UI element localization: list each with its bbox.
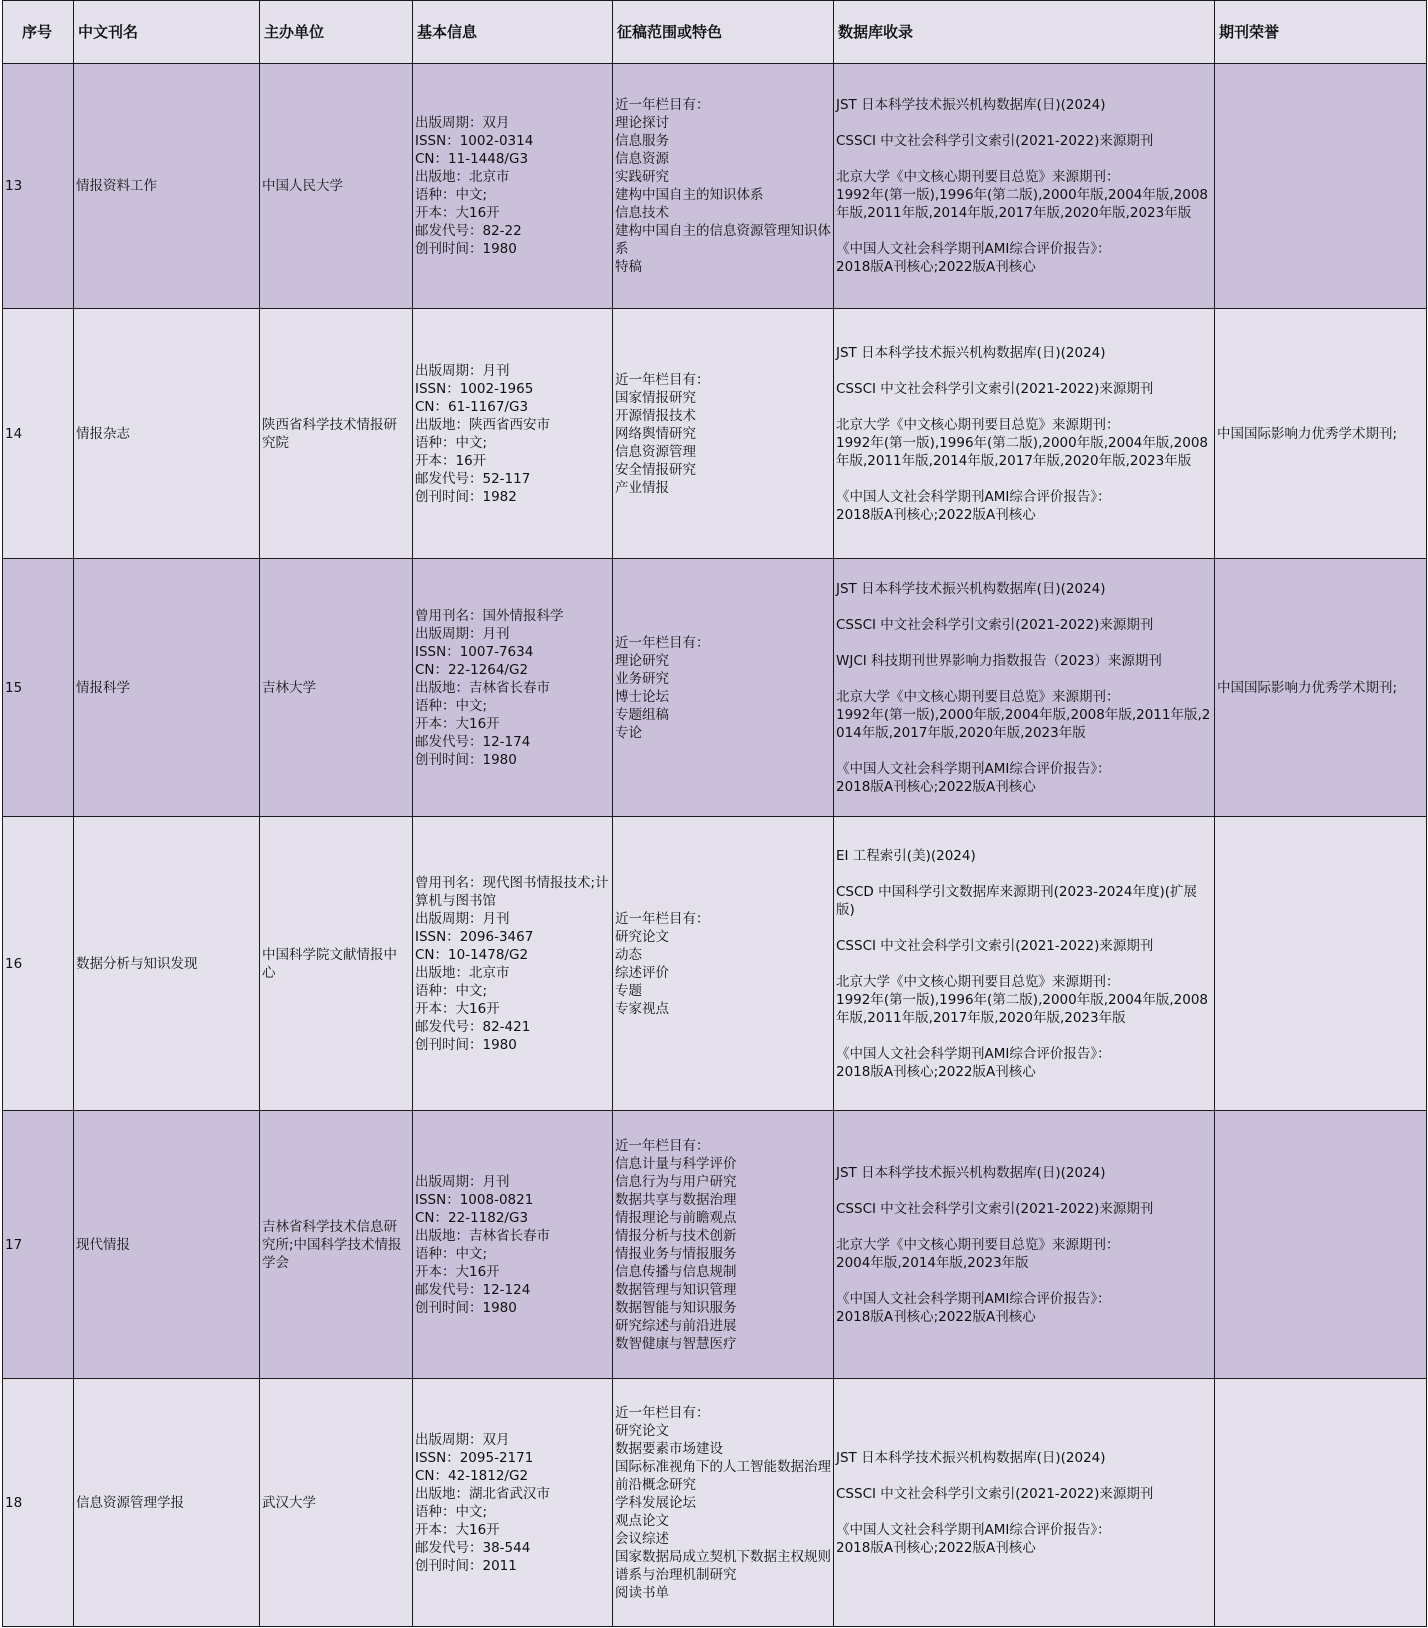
cell-name: 情报资料工作 [74, 64, 260, 309]
cell-sponsor: 吉林大学 [260, 559, 413, 817]
cell-basic-info: 出版周期：月刊 ISSN：1002-1965 CN：61-1167/G3 出版地：陕西省西安市 语种：中文; 开本：16开 邮发代号：52-117 创刊时间：1982 [413, 309, 613, 559]
cell-sponsor: 陕西省科学技术情报研究院 [260, 309, 413, 559]
cell-database: JST 日本科学技术振兴机构数据库(日)(2024) CSSCI 中文社会科学引文索引(2021-2022)来源期刊 北京大学《中文核心期刊要目总览》来源期刊： 2004年版,2014年版,2023年版 《中国人文社会科学期刊AMI综合评价报告》： 2018版A刊核心;2022版A刊核心 [834, 1111, 1215, 1379]
cell-database: JST 日本科学技术振兴机构数据库(日)(2024) CSSCI 中文社会科学引文索引(2021-2022)来源期刊 北京大学《中文核心期刊要目总览》来源期刊： 1992年(第一版),1996年(第二版),2000年版,2004年版,2008年版,2011年版,2014年版,2017年版,2020年版,2023年版 《中国人文社会科学期刊AMI综合评价报告》： 2018版A刊核心;2022版A刊核心 [834, 64, 1215, 309]
header-honor: 期刊荣誉 [1215, 1, 1427, 64]
cell-name: 情报科学 [74, 559, 260, 817]
table-row [3, 1379, 1427, 1627]
header-database: 数据库收录 [834, 1, 1215, 64]
header-scope: 征稿范围或特色 [613, 1, 834, 64]
table-row [3, 64, 1427, 309]
cell-name: 现代情报 [74, 1111, 260, 1379]
cell-database: JST 日本科学技术振兴机构数据库(日)(2024) CSSCI 中文社会科学引文索引(2021-2022)来源期刊 北京大学《中文核心期刊要目总览》来源期刊： 1992年(第一版),1996年(第二版),2000年版,2004年版,2008年版,2011年版,2014年版,2017年版,2020年版,2023年版 《中国人文社会科学期刊AMI综合评价报告》： 2018版A刊核心;2022版A刊核心 [834, 309, 1215, 559]
cell-scope: 近一年栏目有： 研究论文 动态 综述评价 专题 专家视点 [613, 817, 834, 1111]
header-basic-info: 基本信息 [413, 1, 613, 64]
cell-name: 信息资源管理学报 [74, 1379, 260, 1627]
table-row [3, 1111, 1427, 1379]
header-name: 中文刊名 [74, 1, 260, 64]
cell-basic-info: 曾用刊名：国外情报科学 出版周期：月刊 ISSN：1007-7634 CN：22-1264/G2 出版地：吉林省长春市 语种：中文; 开本：大16开 邮发代号：12-174 创刊时间：1980 [413, 559, 613, 817]
cell-basic-info: 出版周期：双月 ISSN：1002-0314 CN：11-1448/G3 出版地：北京市 语种：中文; 开本：大16开 邮发代号：82-22 创刊时间：1980 [413, 64, 613, 309]
cell-no: 16 [3, 817, 74, 1111]
header-row [3, 1, 1427, 64]
cell-honor [1215, 1111, 1427, 1379]
cell-basic-info: 曾用刊名：现代图书情报技术;计算机与图书馆 出版周期：月刊 ISSN：2096-3467 CN：10-1478/G2 出版地：北京市 语种：中文; 开本：大16开 邮发代号：82-421 创刊时间：1980 [413, 817, 613, 1111]
cell-sponsor: 武汉大学 [260, 1379, 413, 1627]
cell-no: 18 [3, 1379, 74, 1627]
header-no: 序号 [3, 1, 74, 64]
header-sponsor: 主办单位 [260, 1, 413, 64]
cell-no: 14 [3, 309, 74, 559]
cell-scope: 近一年栏目有： 国家情报研究 开源情报技术 网络舆情研究 信息资源管理 安全情报研究 产业情报 [613, 309, 834, 559]
cell-name: 数据分析与知识发现 [74, 817, 260, 1111]
table-row [3, 309, 1427, 559]
cell-database: JST 日本科学技术振兴机构数据库(日)(2024) CSSCI 中文社会科学引文索引(2021-2022)来源期刊 WJCI 科技期刊世界影响力指数报告（2023）来源期刊 北京大学《中文核心期刊要目总览》来源期刊： 1992年(第一版),2000年版,2004年版,2008年版,2011年版,2014年版,2017年版,2020年版,2023年版 《中国人文社会科学期刊AMI综合评价报告》： 2018版A刊核心;2022版A刊核心 [834, 559, 1215, 817]
cell-sponsor: 吉林省科学技术信息研究所;中国科学技术情报学会 [260, 1111, 413, 1379]
cell-honor [1215, 64, 1427, 309]
cell-database: JST 日本科学技术振兴机构数据库(日)(2024) CSSCI 中文社会科学引文索引(2021-2022)来源期刊 《中国人文社会科学期刊AMI综合评价报告》： 2018版A刊核心;2022版A刊核心 [834, 1379, 1215, 1627]
table-row [3, 559, 1427, 817]
cell-no: 15 [3, 559, 74, 817]
cell-no: 13 [3, 64, 74, 309]
cell-database: EI 工程索引(美)(2024) CSCD 中国科学引文数据库来源期刊(2023-2024年度)(扩展版) CSSCI 中文社会科学引文索引(2021-2022)来源期刊 北京大学《中文核心期刊要目总览》来源期刊： 1992年(第一版),1996年(第二版),2000年版,2004年版,2008年版,2011年版,2017年版,2020年版,2023年版 《中国人文社会科学期刊AMI综合评价报告》： 2018版A刊核心;2022版A刊核心 [834, 817, 1215, 1111]
cell-sponsor: 中国人民大学 [260, 64, 413, 309]
table-row [3, 817, 1427, 1111]
cell-basic-info: 出版周期：月刊 ISSN：1008-0821 CN：22-1182/G3 出版地：吉林省长春市 语种：中文; 开本：大16开 邮发代号：12-124 创刊时间：1980 [413, 1111, 613, 1379]
cell-no: 17 [3, 1111, 74, 1379]
cell-honor [1215, 1379, 1427, 1627]
journal-table [2, 0, 1427, 1627]
cell-sponsor: 中国科学院文献情报中心 [260, 817, 413, 1111]
cell-honor: 中国国际影响力优秀学术期刊; [1215, 309, 1427, 559]
cell-honor [1215, 817, 1427, 1111]
cell-scope: 近一年栏目有： 理论探讨 信息服务 信息资源 实践研究 建构中国自主的知识体系 信息技术 建构中国自主的信息资源管理知识体系 特稿 [613, 64, 834, 309]
cell-basic-info: 出版周期：双月 ISSN：2095-2171 CN：42-1812/G2 出版地：湖北省武汉市 语种：中文; 开本：大16开 邮发代号：38-544 创刊时间：2011 [413, 1379, 613, 1627]
cell-scope: 近一年栏目有： 理论研究 业务研究 博士论坛 专题组稿 专论 [613, 559, 834, 817]
cell-scope: 近一年栏目有： 信息计量与科学评价 信息行为与用户研究 数据共享与数据治理 情报理论与前瞻观点 情报分析与技术创新 情报业务与情报服务 信息传播与信息规制 数据管理与知识管理 数据智能与知识服务 研究综述与前沿进展 数智健康与智慧医疗 [613, 1111, 834, 1379]
cell-scope: 近一年栏目有： 研究论文 数据要素市场建设 国际标准视角下的人工智能数据治理前沿概念研究 学科发展论坛 观点论文 会议综述 国家数据局成立契机下数据主权规则谱系与治理机制研究 阅读书单 [613, 1379, 834, 1627]
cell-honor: 中国国际影响力优秀学术期刊; [1215, 559, 1427, 817]
cell-name: 情报杂志 [74, 309, 260, 559]
